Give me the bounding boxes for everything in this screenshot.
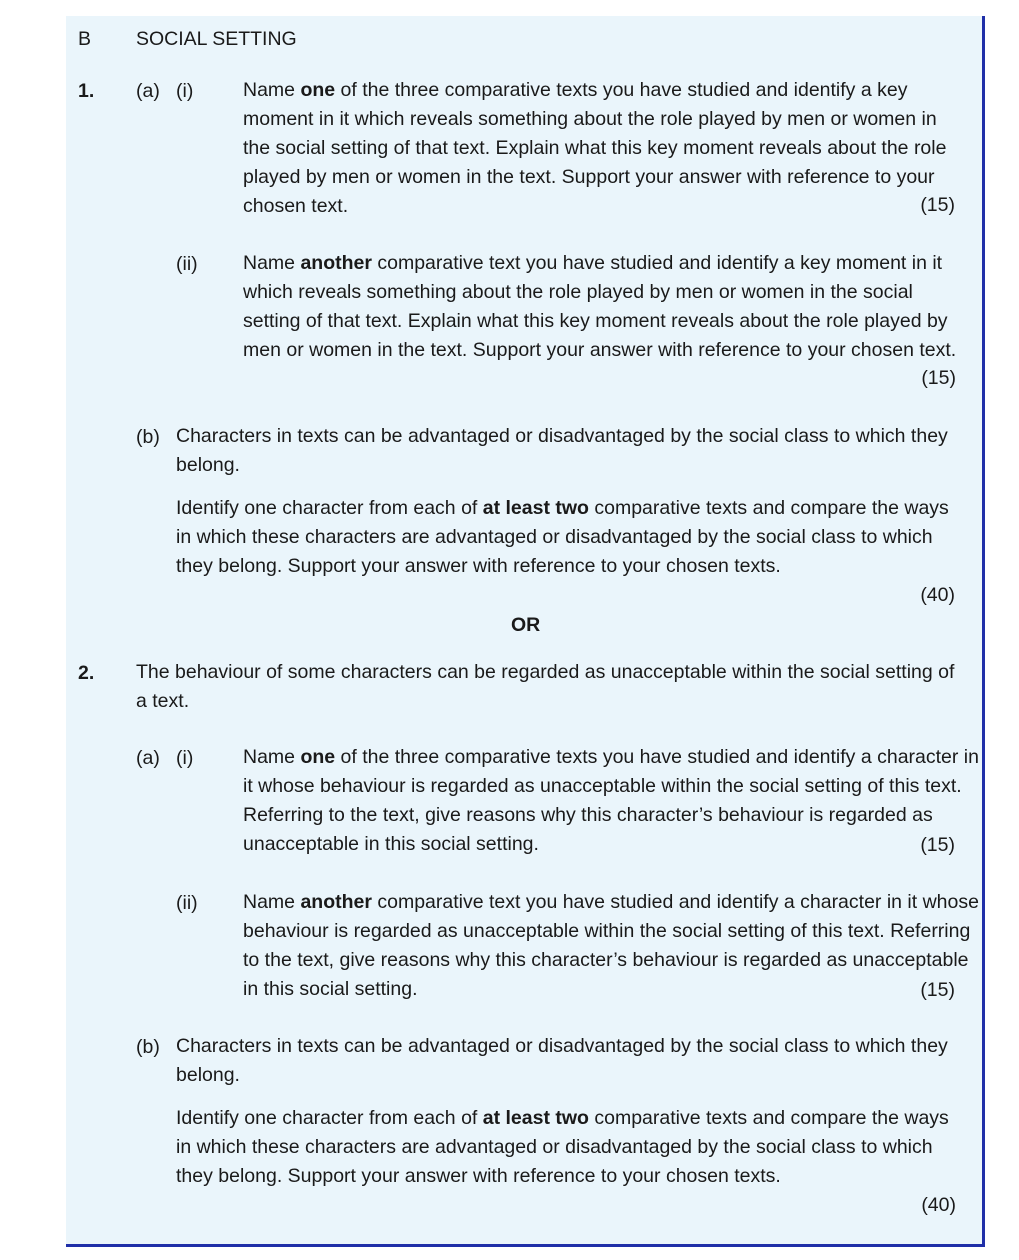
q2-part-a-ii-text: Name another comparative text you have studied and identify a character in it whose behaviour is regarded as unacceptable within the social setting of this text. Referring to the text, give reasons why this character’s behaviour is regarded as unacceptable in this social setting. <box>243 891 979 1000</box>
q2-part-a-i-marks: (15) <box>920 834 955 856</box>
q2-part-a-i-text: Name one of the three comparative texts you have studied and identify a character in it whose behaviour is regarded as unacceptable within the social setting of this text. Referring to the text, give reasons why this character’s behaviour is regarded as unacceptable in this social setting. <box>243 746 979 855</box>
q1-part-a-ii-label: (ii) <box>176 253 198 275</box>
q2-part-b-marks: (40) <box>921 1194 956 1216</box>
q1-part-a-i-text: Name one of the three comparative texts you have studied and identify a key moment in it which reveals something about the role played by men or women in the social setting of that text. Explain what this key moment reveals about the role played by men or women in the text. Support your answer with reference to your chosen text. <box>243 79 947 217</box>
q1-part-b-label: (b) <box>136 426 160 448</box>
q1-part-a-ii-text: Name another comparative text you have studied and identify a key moment in it which reveals something about the role played by men or women in the social setting of that text. Explain what this key moment reveals about the role played by men or women in the text. Support your answer with reference to your chosen text. <box>243 252 957 361</box>
question-2-number: 2. <box>78 662 95 684</box>
or-separator: OR <box>511 614 541 636</box>
q1-part-a-i-marks: (15) <box>920 194 955 216</box>
q1-part-b-text: Identify one character from each of at least two comparative texts and compare the ways in which these characters are advantaged or disadvantaged by the social class to which they belong. Support your answer with reference to your chosen texts. <box>176 497 949 577</box>
section-letter: B <box>78 28 92 50</box>
q1-part-a-i-label: (i) <box>176 80 194 102</box>
q2-part-a-label: (a) <box>136 747 160 769</box>
q2-part-b-label: (b) <box>136 1036 160 1058</box>
q2-part-b-intro: Characters in texts can be advantaged or disadvantaged by the social class to which they belong. <box>176 1035 948 1086</box>
q1-part-b-intro: Characters in texts can be advantaged or disadvantaged by the social class to which they belong. <box>176 425 948 476</box>
q2-part-a-ii-label: (ii) <box>176 892 198 914</box>
q2-part-b-text: Identify one character from each of at least two comparative texts and compare the ways in which these characters are advantaged or disadvantaged by the social class to which they belong. Support your answer with reference to your chosen texts. <box>176 1107 949 1187</box>
q2-part-a-ii-marks: (15) <box>920 979 955 1001</box>
q1-part-b-marks: (40) <box>920 584 955 606</box>
q2-intro: The behaviour of some characters can be regarded as unacceptable within the social setting of a text. <box>136 661 955 712</box>
q2-part-a-i-label: (i) <box>176 747 194 769</box>
q1-part-a-ii-marks: (15) <box>921 367 956 389</box>
q1-part-a-label: (a) <box>136 80 160 102</box>
section-title: SOCIAL SETTING <box>136 28 297 50</box>
question-1-number: 1. <box>78 80 95 102</box>
